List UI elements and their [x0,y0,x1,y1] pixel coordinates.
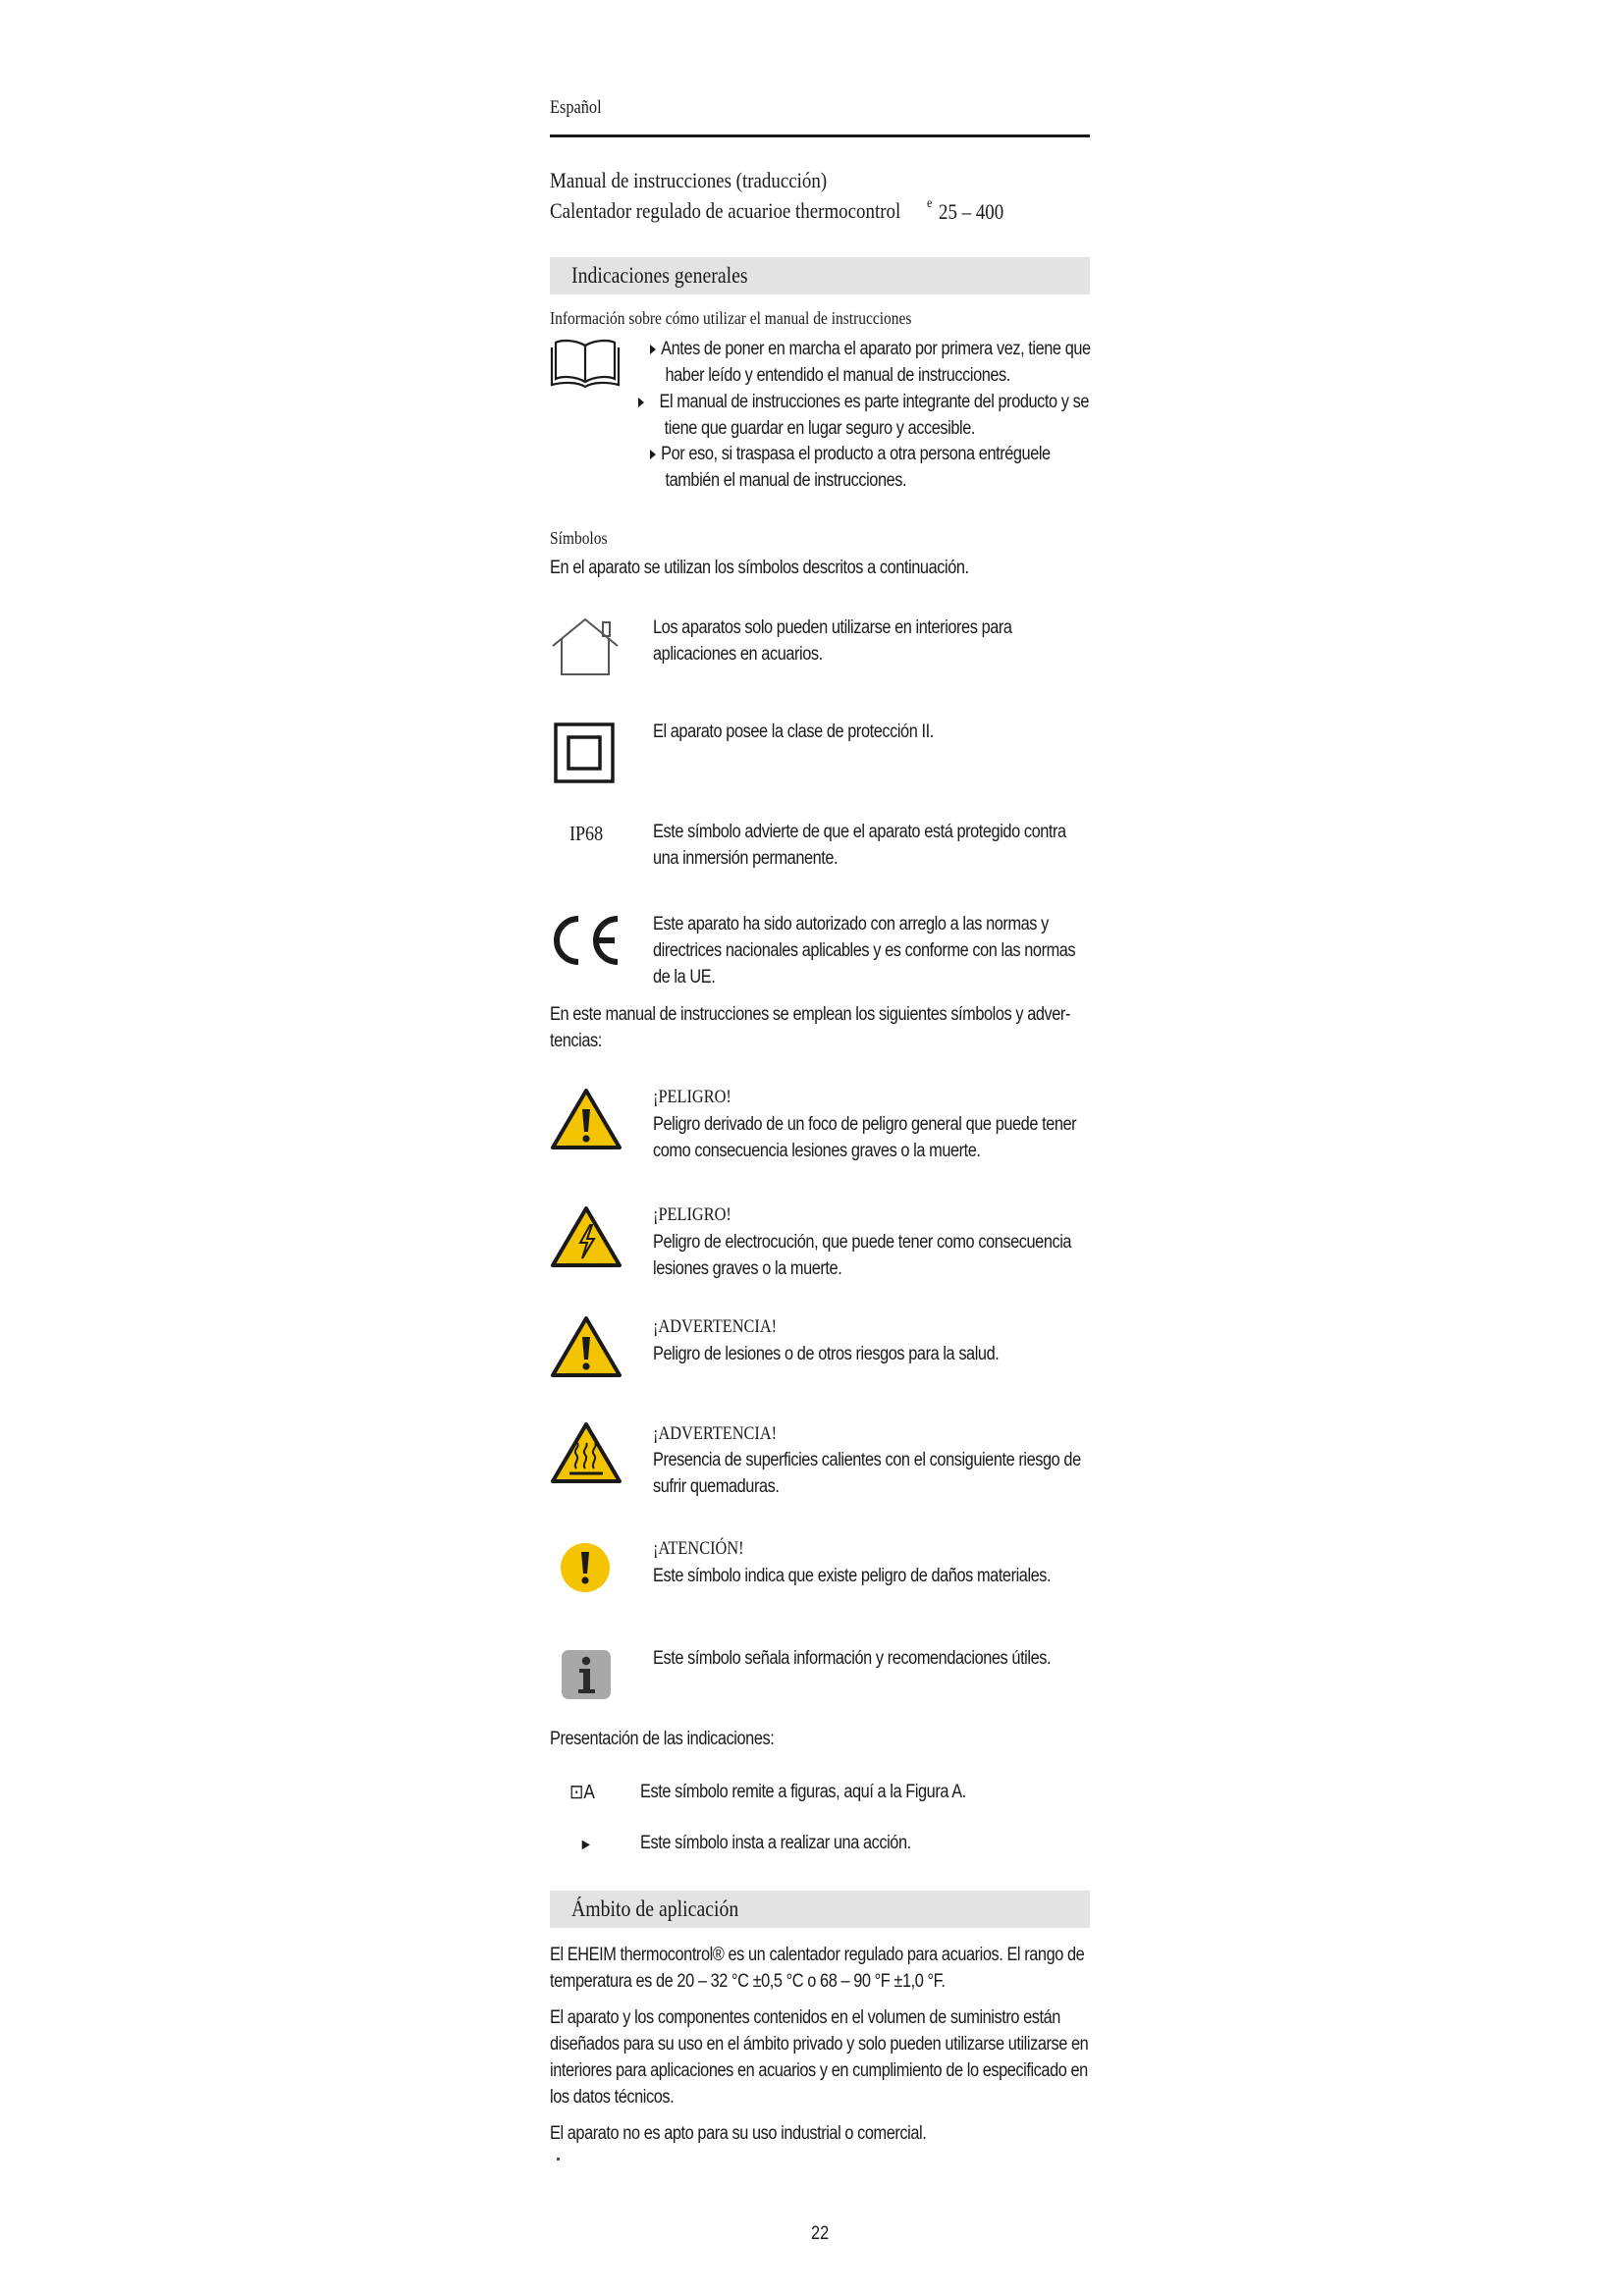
section-heading-text: Indicaciones generales [571,263,748,288]
bullet-arrow-icon [638,398,644,407]
bullet-arrow-icon [650,450,656,459]
symbol-house-text: Los aparatos solo pueden utilizarse en interiores para aplicaciones en acuarios. [653,617,1012,665]
section-heading-general [550,257,1090,294]
symbol-ce-text: Este aparato ha sido autorizado con arreglo a las normas y directrices nacionales aplicables y es conforme con las normas de la UE. [653,914,1076,988]
warning-title: ¡ADVERTENCIA! [653,1423,778,1444]
section-heading-text: Ámbito de aplicación [571,1896,739,1921]
warning-icon [550,1315,623,1378]
hot-surface-icon [550,1421,623,1484]
bullet-arrow-icon [650,345,656,354]
attention-icon [559,1541,612,1594]
manual-bullet-3: Por eso, si traspasa el producto a otra persona entréguele también el manual de instrucciones. [650,441,1051,494]
manual-subheading: Información sobre cómo utilizar el manual de instrucciones [550,308,912,328]
warning-title: ¡ADVERTENCIA! [653,1316,778,1337]
warning-text: Peligro de electrocución, que puede tener como consecuencia lesiones graves o la muerte. [653,1232,1072,1279]
warning-text: Este símbolo indica que existe peligro de daños materiales. [653,1566,1052,1586]
info-icon [561,1649,612,1700]
scope-paragraph-3: El aparato no es apto para su uso industrial o comercial. [550,2123,927,2144]
general-danger-icon [550,1088,623,1150]
protection-class-ii-icon [554,722,615,783]
doc-title: Manual de instrucciones (traducción) [550,168,828,192]
header-rule [550,134,1090,137]
ce-mark-icon [548,913,623,968]
electric-danger-icon [550,1205,623,1268]
language-label: Español [550,97,602,118]
warning-text: Peligro de lesiones o de otros riesgos para la salud. [653,1344,1000,1364]
action-text: Este símbolo insta a realizar una acción. [640,1833,911,1853]
figure-reference-text: Este símbolo remite a figuras, aquí a la Figura A. [640,1782,966,1802]
warning-title: ¡PELIGRO! [653,1204,731,1225]
house-icon [550,616,621,677]
section-heading-scope [550,1891,1090,1928]
page-number: 22 [811,2223,830,2244]
manual-bullet-1: Antes de poner en marcha el aparato por primera vez, tiene que haber leído y entendido el manual de instrucciones. [650,336,1091,389]
model-superscript: e [927,196,933,211]
book-icon [550,338,621,389]
model-range: 25 – 400 [939,199,1004,224]
warning-title: ¡PELIGRO! [653,1087,731,1107]
symbols-intro: En el aparato se utilizan los símbolos descritos a continuación. [550,558,969,578]
stray-dot [557,2158,560,2161]
manual-symbols-intro: En este manual de instrucciones se emplean los siguientes símbolos y adver- tencias: [550,1004,1070,1051]
warning-title: ¡ATENCIÓN! [653,1538,744,1559]
scope-paragraph-2: El aparato y los componentes contenidos en el volumen de suministro están diseñados para su uso en el ámbito privado y solo pueden utilizarse utilizarse en interiores para aplicaciones en acuarios y en cumplimiento de lo especificado en los datos técnicos. [550,2007,1089,2108]
symbol-ip68-text: Este símbolo advierte de que el aparato está protegido contra una inmersión permanente. [653,822,1066,869]
action-arrow-icon: ► [579,1837,593,1853]
symbol-protection-text: El aparato posee la clase de protección II. [653,721,934,742]
product-name: Calentador regulado de acuarioe thermocontrol [550,198,901,223]
info-text: Este símbolo señala información y recomendaciones útiles. [653,1648,1052,1669]
presentation-heading: Presentación de las indicaciones: [550,1729,775,1749]
figure-reference-symbol: ⊡A [569,1782,595,1803]
manual-bullet-2: El manual de instrucciones es parte integrante del producto y se tiene que guardar en lugar seguro y accesible. [638,389,1089,442]
warning-text: Presencia de superficies calientes con el consiguiente riesgo de sufrir quemaduras. [653,1450,1081,1497]
symbols-heading: Símbolos [550,528,608,548]
ip68-label: IP68 [569,822,604,845]
scope-paragraph-1: El EHEIM thermocontrol® es un calentador regulado para acuarios. El rango de temperatura es de 20 – 32 °C ±0,5 °C o 68 – 90 °F ±1,0 °F. [550,1945,1085,1992]
warning-text: Peligro derivado de un foco de peligro general que puede tener como consecuencia lesiones graves o la muerte. [653,1114,1077,1161]
